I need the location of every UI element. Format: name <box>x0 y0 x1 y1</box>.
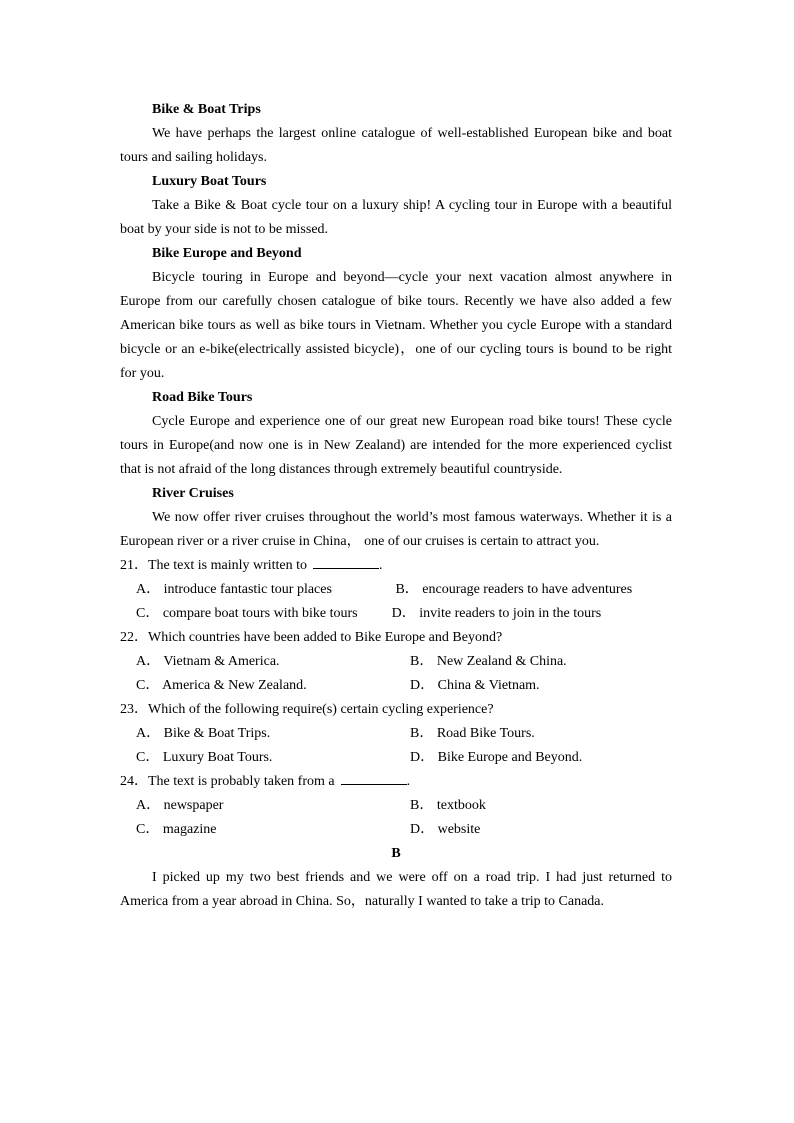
option-c: C． compare boat tours with bike tours <box>136 606 358 621</box>
question-22 <box>120 626 672 650</box>
question-stem: The text is mainly written to <box>148 558 308 573</box>
question-number: 24． <box>120 774 148 789</box>
section-body: We now offer river cruises throughout the world’s most famous waterways. Whether it is a European river or a river cruise in China， one of our cruises is certain to attract you. <box>120 510 672 549</box>
section-body: Bicycle touring in Europe and beyond—cycle your next vacation almost anywhere in Europe from our carefully chosen catalogue of bike tours. Recently we have also added a few American bike tours as well as bike tours in Vietnam. Whether you cycle Europe with a standard bicycle or an e-bike(electrically assisted bicycle)，one of our cycling tours is bound to be right for you. <box>120 270 672 381</box>
question-24 <box>120 770 672 794</box>
section-body: Take a Bike & Boat cycle tour on a luxury ship! A cycling tour in Europe with a beautiful boat by your side is not to be missed. <box>120 198 672 237</box>
answer-blank <box>313 554 379 569</box>
option-c: C． America & New Zealand. <box>136 678 307 693</box>
question-end: . <box>379 558 383 573</box>
part-b-heading: B <box>391 846 401 861</box>
document-content <box>120 98 672 914</box>
section-body: Cycle Europe and experience one of our great new European road bike tours! These cycle tours in Europe(and now one is in New Zealand) are intended for the more experienced cyclist that is not afraid of the long distances through extremely beautiful countryside. <box>120 414 672 477</box>
answer-blank <box>341 770 407 785</box>
section-body: We have perhaps the largest online catalogue of well-established European bike and boat tours and sailing holidays. <box>120 126 672 165</box>
question-number: 23． <box>120 702 148 717</box>
section-heading: Bike & Boat Trips <box>152 102 261 117</box>
part-b-body: I picked up my two best friends and we were off on a road trip. I had just returned to America from a year abroad in China. So，naturally I wanted to take a trip to Canada. <box>120 870 672 909</box>
option-d: D． Bike Europe and Beyond. <box>410 750 583 765</box>
question-number: 21． <box>120 558 148 573</box>
question-21 <box>120 554 672 578</box>
question-end: . <box>406 774 411 789</box>
option-c: C． Luxury Boat Tours. <box>136 750 273 765</box>
option-c: C． magazine <box>136 822 217 837</box>
option-d: D． invite readers to join in the tours <box>391 606 602 621</box>
option-b: B． textbook <box>410 798 486 813</box>
option-a: A． introduce fantastic tour places <box>136 582 332 597</box>
options-cd <box>120 602 672 626</box>
option-d: D． website <box>410 822 481 837</box>
section-heading: River Cruises <box>152 486 234 501</box>
option-d: D． China & Vietnam. <box>410 678 540 693</box>
section-heading: Luxury Boat Tours <box>152 174 267 189</box>
option-a: A． newspaper <box>136 798 224 813</box>
option-b: B． encourage readers to have adventures <box>395 582 633 597</box>
question-23 <box>120 698 672 722</box>
question-stem: Which countries have been added to Bike Europe and Beyond? <box>148 630 503 645</box>
question-number: 22． <box>120 630 148 645</box>
question-stem: The text is probably taken from a <box>148 774 335 789</box>
option-b: B． New Zealand & China. <box>410 654 567 669</box>
options-ab <box>120 578 672 602</box>
section-heading: Road Bike Tours <box>152 390 253 405</box>
option-b: B． Road Bike Tours. <box>410 726 535 741</box>
option-a: A． Vietnam & America. <box>136 654 280 669</box>
option-a: A． Bike & Boat Trips. <box>136 726 271 741</box>
section-heading: Bike Europe and Beyond <box>152 246 302 261</box>
question-stem: Which of the following require(s) certain cycling experience? <box>148 702 494 717</box>
